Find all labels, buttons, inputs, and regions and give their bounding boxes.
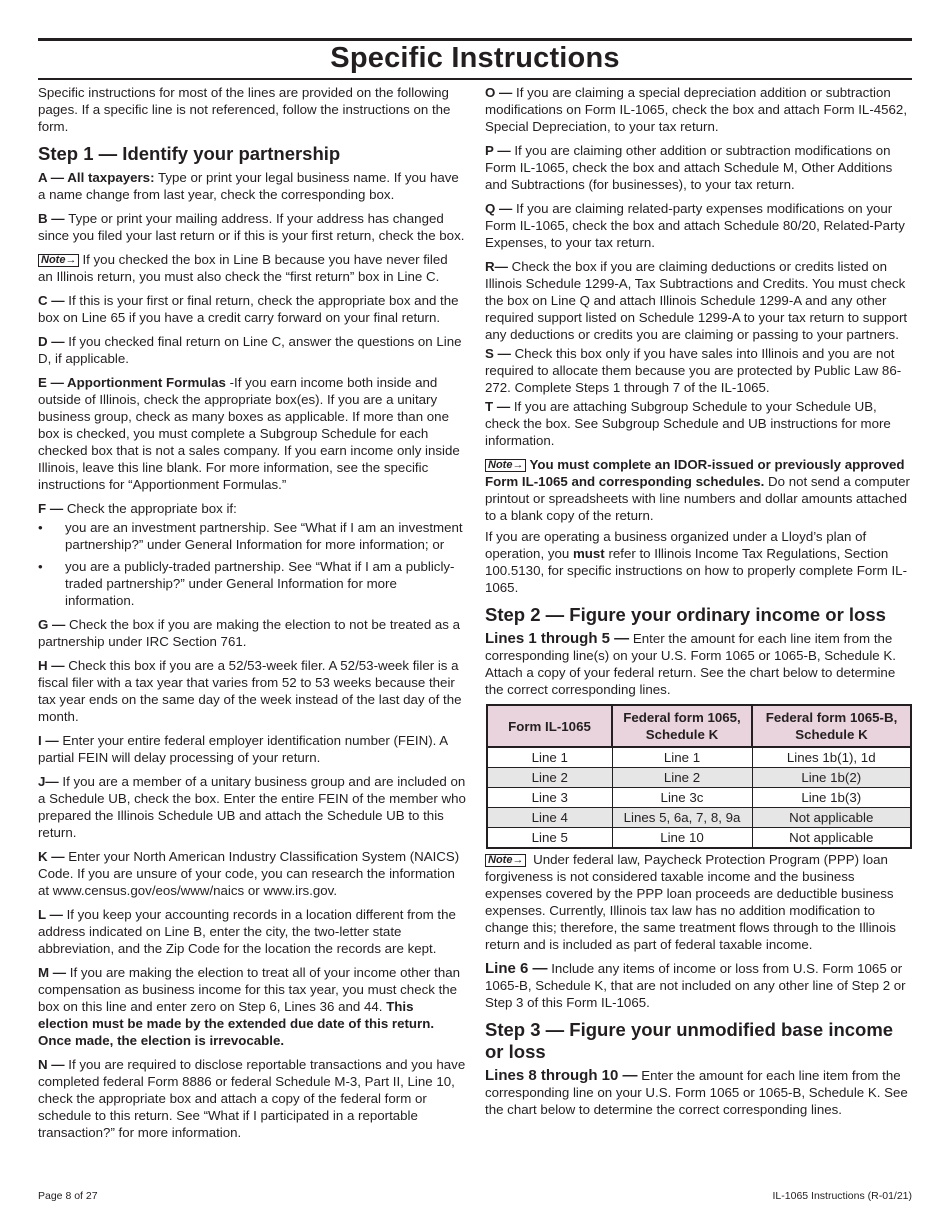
col-header: Form IL-1065 <box>487 705 612 747</box>
col-header: Federal form 1065, Schedule K <box>612 705 752 747</box>
line-l: L — If you keep your accounting records in a location different from the address indicated on Line B, enter the city, the two-letter state abbreviation, and the Zip Code for the location the records are kept. <box>38 907 456 956</box>
table-header-row <box>487 705 911 747</box>
lloyds-paragraph: If you are operating a business organized under a Lloyd’s plan of operation, you must refer to Illinois Income Tax Regulations, Section 100.5130, for specific instructions on how to properly complete Form IL-1065. <box>485 529 908 595</box>
line-t: T — If you are attaching Subgroup Schedule to your Schedule UB, check the box. See Subgroup Schedule and UB instructions for more information. <box>485 399 891 448</box>
note-icon: Note→ <box>485 854 526 867</box>
line-c: C — If this is your first or final return, check the appropriate box and the box on Line 65 if you have a credit carry forward on your final return. <box>38 293 459 325</box>
line-f-list <box>38 519 466 609</box>
table-row: Line 4 Lines 5, 6a, 7, 8, 9a Not applicable <box>487 808 911 828</box>
line-q: Q — If you are claiming related-party expenses modifications on your Form IL-1065, check the box and attach Schedule 80/20, Related-Party Expenses, to your tax return. <box>485 201 905 250</box>
line-i: I — Enter your entire federal employer identification number (FEIN). A partial FEIN will delay processing of your return. <box>38 733 448 765</box>
line-a-label: A — All taxpayers: <box>38 170 155 185</box>
step1-heading: Step 1 — Identify your partnership <box>38 143 341 164</box>
line-k: K — Enter your North American Industry Classification System (NAICS) Code. If you are unsure of your code, you can research the information at www.census.gov/eos/www/naics or www.irs.gov. <box>38 849 460 898</box>
step2-heading: Step 2 — Figure your ordinary income or loss <box>485 604 886 625</box>
title-rule <box>38 78 912 80</box>
line-e: E — Apportionment Formulas -If you earn income both inside and outside of Illinois, check the appropriate box(es). If you are a unitary business group, check as many boxes as applicable. If more than one box is checked, you must complete a Subgroup Schedule for each checked box that is not a sales company. If you earn income only inside Illinois, leave this line blank. For more information, see the specific instructions for “Apportionment Formulas.” <box>38 375 460 492</box>
table-row: Line 1 Line 1 Lines 1b(1), 1d <box>487 747 911 768</box>
corresponding-lines-table <box>486 704 912 849</box>
note-form-copy: Note→ You must complete an IDOR-issued or previously approved Form IL-1065 and corresponding schedules. Do not send a computer printout or spreadsheets with line numbers and dollar amounts attached to a blank copy of the return. <box>485 457 910 523</box>
line-b: B — Type or print your mailing address. If your address has changed since you filed your last return or if this is your first return, check the box. <box>38 211 465 243</box>
note-icon: Note→ <box>485 459 526 472</box>
lines-8-10: Lines 8 through 10 — Enter the amount for each line item from the corresponding line on your U.S. Form 1065 or 1065-B, Schedule K. See the chart below to determine the correct corresponding lines. <box>485 1067 908 1117</box>
line-b-label: B — <box>38 211 69 226</box>
table-row: Line 3 Line 3c Line 1b(3) <box>487 788 911 808</box>
line-d: D — If you checked final return on Line C, answer the questions on Line D, if applicable. <box>38 334 462 366</box>
line-h: H — Check this box if you are a 52/53-week filer. A 52/53-week filer is a fiscal filer with a tax year that varies from 52 to 53 weeks because their tax year ends on the same day of the week instead of the last day of the month. <box>38 658 462 724</box>
line-f: F — Check the appropriate box if: <box>38 501 237 516</box>
right-column <box>485 84 913 1125</box>
line-j: J— If you are a member of a unitary business group and are included on a Schedule UB, check the box. Enter the entire FEIN of the member who prepared the Illinois Schedule UB and attach the Schedule UB to this return. <box>38 774 466 840</box>
left-column <box>38 84 466 1148</box>
form-revision: IL-1065 Instructions (R-01/21) <box>772 1190 912 1202</box>
table-row: Line 2 Line 2 Line 1b(2) <box>487 768 911 788</box>
note-line-b: Note→ If you checked the box in Line B because you have never filed an Illinois return, you must also check the “first return” box in Line C. <box>38 252 448 284</box>
list-item: • you are a publicly-traded partnership. See “What if I am a publicly-traded partnership?” under General Information for more information. <box>38 559 455 608</box>
note-ppp: Note→ Under federal law, Paycheck Protection Program (PPP) loan forgiveness is not considered taxable income and the business expenses covered by the PPP loan proceeds are deductible business expenses. Currently, Illinois tax law has no addition modification to change this; therefore, the same treatment flows through to the Illinois return and is included as part of federal taxable income. <box>485 852 896 952</box>
intro-paragraph: Specific instructions for most of the lines are provided on the following pages. If a specific line is not referenced, follow the instructions on the form. <box>38 85 451 134</box>
table-row: Line 5 Line 10 Not applicable <box>487 828 911 849</box>
page-title: Specific Instructions <box>330 42 620 74</box>
line-o: O — If you are claiming a special depreciation addition or subtraction modifications on Form IL-1065, check the box and attach Form IL-4562, Special Depreciation, to your tax return. <box>485 85 908 134</box>
step3-heading: Step 3 — Figure your unmodified base income or loss <box>485 1019 894 1062</box>
line-r: R— Check the box if you are claiming deductions or credits listed on Illinois Schedule 1299-A, Tax Subtractions and Credits. You must check the box on Line Q and attach Illinois Schedule 1299-A and any other required support listed on Schedule 1299-A to your tax return to support any deductions or credits you are claiming or passing to your partners. <box>485 259 908 342</box>
lines-1-5: Lines 1 through 5 — Enter the amount for each line item from the corresponding line(s) on your U.S. Form 1065 or 1065-B, Schedule K. Attach a copy of your federal return. See the chart below to determine the correct corresponding lines. <box>485 630 896 697</box>
col-header: Federal form 1065-B, Schedule K <box>752 705 911 747</box>
top-rule <box>38 38 912 41</box>
note-icon: Note→ <box>38 254 79 267</box>
line-s: S — Check this box only if you have sales into Illinois and you are not required to allocate them because you are protected by Public Law 86-272. Complete Steps 1 through 7 of the IL-1065. <box>485 346 902 395</box>
line-n: N — If you are required to disclose reportable transactions and you have completed federal Form 8886 or federal Schedule M-3, Part II, Line 10, check the appropriate box and attach a copy of the federal form or schedule to this return. See “What if I participated in a reportable transaction?” for more information. <box>38 1057 466 1140</box>
line-p: P — If you are claiming other addition or subtraction modifications on Form IL-1065, check the box and attach Schedule M, Other Additions and Subtractions (for businesses), to your tax return. <box>485 143 893 192</box>
line-a: A — All taxpayers: Type or print your legal business name. If you have a name change from last year, check the corresponding box. <box>38 170 459 202</box>
line-6: Line 6 — Include any items of income or loss from U.S. Form 1065 or 1065-B, Schedule K, that are not included on any other line of Step 2 or Step 3 of this Form IL-1065. <box>485 960 906 1010</box>
list-item: • you are an investment partnership. See “What if I am an investment partnership?” under General Information for more information; or <box>38 520 463 552</box>
page-number: Page 8 of 27 <box>38 1190 98 1202</box>
line-g: G — Check the box if you are making the election to not be treated as a partnership under IRC Section 761. <box>38 617 461 649</box>
line-m: M — If you are making the election to treat all of your income other than compensation as business income for this tax year, you must check the box on this line and enter zero on Step 6, Lines 36 and 44. This election must be made by the extended due date of this return. Once made, the election is irrevocable. <box>38 965 461 1048</box>
